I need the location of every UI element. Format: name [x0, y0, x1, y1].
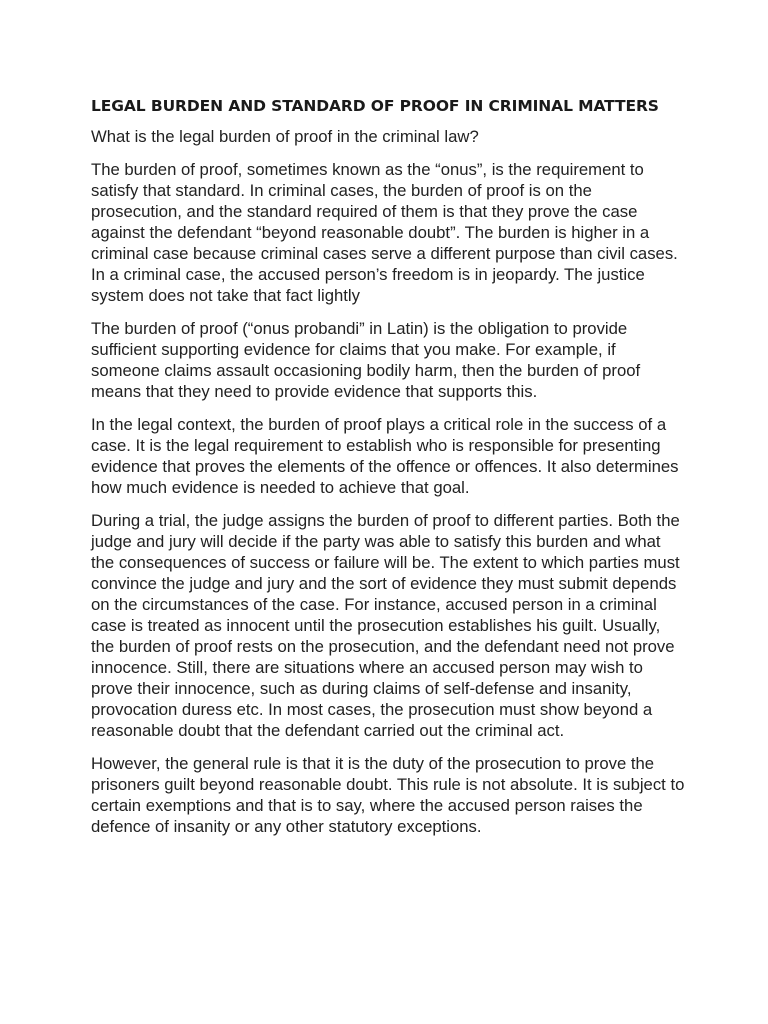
question-paragraph: What is the legal burden of proof in the criminal law? [91, 127, 479, 146]
body-paragraph-onus-probandi: The burden of proof (“onus probandi” in Latin) is the obligation to provide sufficient supporting evidence for claims that you make. For example, if someone claims assault occasioning bodily harm, then the burden of proof means that they need to provide evidence that supports this. [91, 319, 641, 401]
body-paragraph-general-rule: However, the general rule is that it is the duty of the prosecution to prove the prisoners guilt beyond reasonable doubt. This rule is not absolute. It is subject to certain exemptions and that is to say, where the accused person raises the defence of insanity or any other statutory exceptions. [91, 754, 685, 836]
document-title: LEGAL BURDEN AND STANDARD OF PROOF IN CRIMINAL MATTERS [91, 97, 659, 115]
body-paragraph-legal-context: In the legal context, the burden of proof plays a critical role in the success of a case. It is the legal requirement to establish who is responsible for presenting evidence that proves the elements of the offence or offences. It also determines how much evidence is needed to achieve that goal. [91, 415, 679, 497]
body-paragraph-onus: The burden of proof, sometimes known as the “onus”, is the requirement to satisfy that standard. In criminal cases, the burden of proof is on the prosecution, and the standard required of them is that they prove the case against the defendant “beyond reasonable doubt”. The burden is higher in a criminal case because criminal cases serve a different purpose than civil cases. In a criminal case, the accused person’s freedom is in jeopardy. The justice system does not take that fact lightly [91, 160, 678, 305]
body-paragraph-trial: During a trial, the judge assigns the burden of proof to different parties. Both the judge and jury will decide if the party was able to satisfy this burden and what the consequences of success or failure will be. The extent to which parties must convince the judge and jury and the sort of evidence they must submit depends on the circumstances of the case. For instance, accused person in a criminal case is treated as innocent until the prosecution establishes his guilt. Usually, the burden of proof rests on the prosecution, and the defendant need not prove innocence. Still, there are situations where an accused person may wish to prove their innocence, such as during claims of self-defense and insanity, provocation duress etc. In most cases, the prosecution must show beyond a reasonable doubt that the defendant carried out the criminal act. [91, 511, 680, 740]
document-body [91, 94, 687, 849]
